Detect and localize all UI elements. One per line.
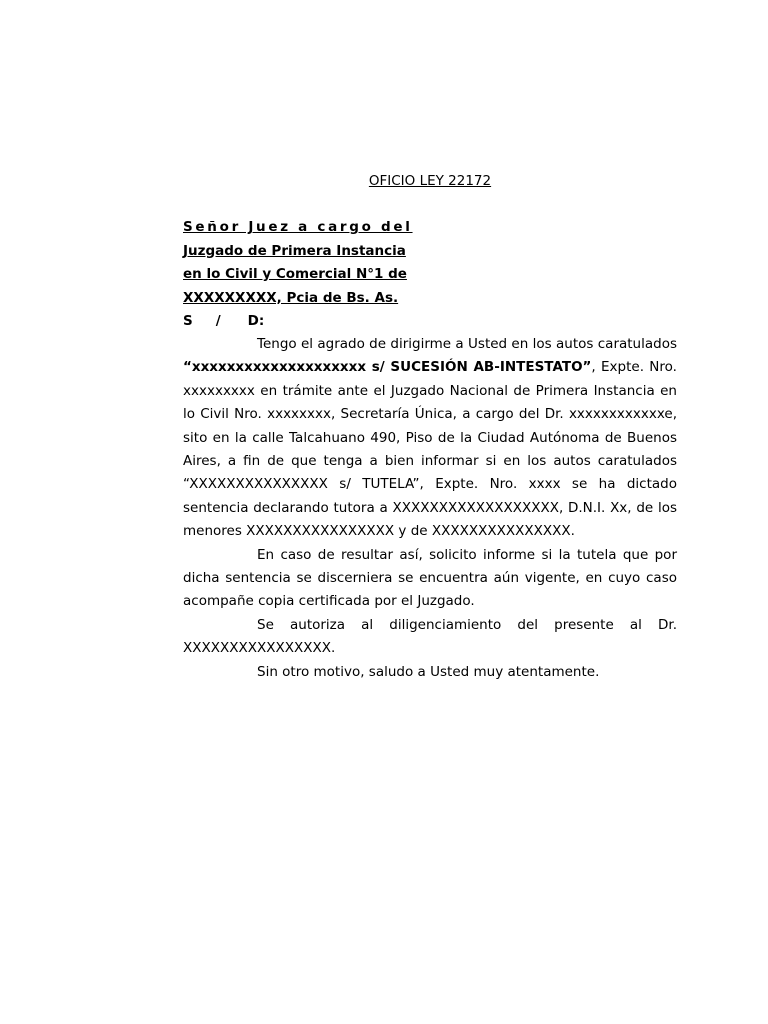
addressee-line-3: en lo Civil y Comercial N°1 de [183, 266, 407, 282]
paragraph-1 [183, 333, 677, 544]
addressee-block [183, 216, 443, 334]
addressee-line-1: Señor Juez a cargo del [183, 219, 413, 235]
addressee-line-4: XXXXXXXXX, Pcia de Bs. As. [183, 289, 399, 306]
case-title: “xxxxxxxxxxxxxxxxxxxx s/ SUCESIÓN AB-INTESTATO” [183, 359, 592, 376]
document-title: OFICIO LEY 22172 [368, 173, 492, 189]
paragraph-3: Se autoriza al diligenciamiento del presente al Dr. XXXXXXXXXXXXXXXX. [183, 616, 677, 657]
paragraph-4: Sin otro motivo, saludo a Usted muy atentamente. [257, 663, 600, 680]
sd-slash: / [215, 313, 221, 329]
addressee-line-2: Juzgado de Primera Instancia [183, 242, 406, 259]
addressee-sd [183, 310, 443, 334]
letter-body [183, 333, 677, 684]
sd-d: D: [247, 313, 265, 329]
paragraph-1-intro: Tengo el agrado de dirigirme a Usted en los autos caratulados [257, 336, 677, 352]
paragraph-1-body: , Expte. Nro. xxxxxxxxx en trámite ante el Juzgado Nacional de Primera Instancia en lo Civil Nro. xxxxxxxx, Secretaría Única, a cargo del Dr. xxxxxxxxxxxxe, sito en la calle Talcahuano 490, Piso de la Ciudad Autónoma de Buenos Aires, a fin de que tenga a bien informar si en los autos caratulados “XXXXXXXXXXXXXXX s/ TUTELA”, Expte. Nro. xxxx se ha dictado sentencia declarando tutora a XXXXXXXXXXXXXXXXXX, D.N.I. Xx, de los menores XXXXXXXXXXXXXXXX y de XXXXXXXXXXXXXXX. [183, 359, 677, 540]
paragraph-2: En caso de resultar así, solicito informe si la tutela que por dicha sentencia se discerniera se encuentra aún vigente, en cuyo caso acompañe copia certificada por el Juzgado. [183, 546, 677, 610]
sd-s: S [183, 313, 193, 329]
